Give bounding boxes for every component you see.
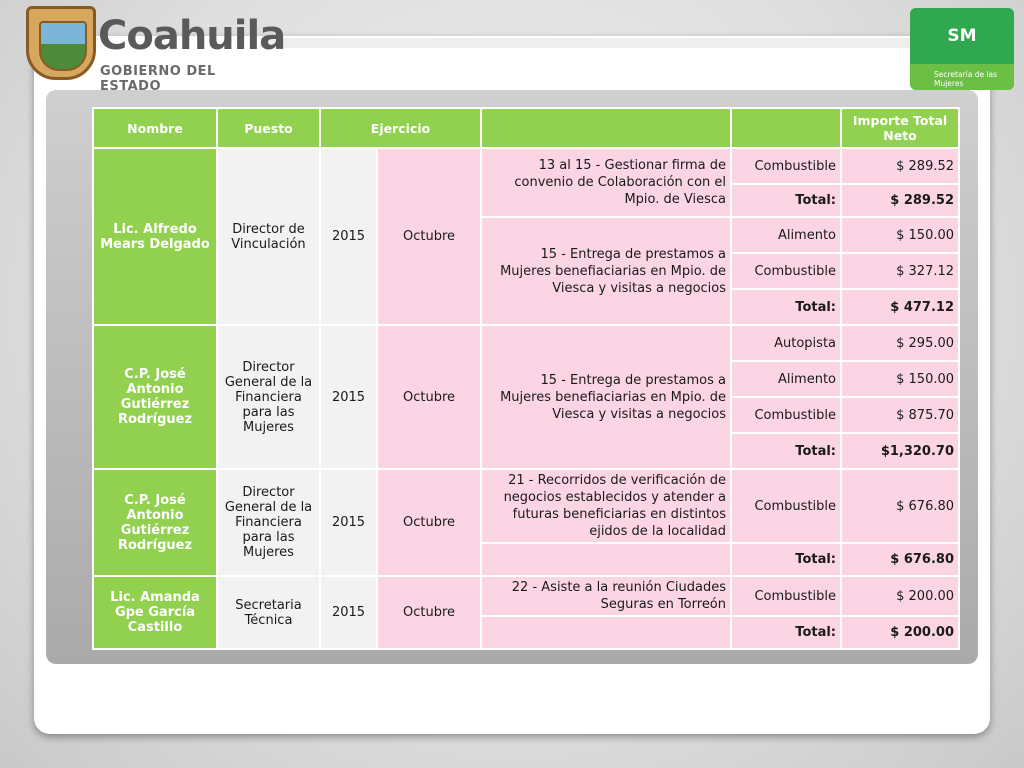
cell-description: 15 - Entrega de prestamos a Mujeres benefiaciarias en Mpio. de Viesca y visitas a negocios <box>481 325 731 469</box>
logo-wordmark: Coahuila <box>98 13 286 59</box>
cell-empty <box>481 543 731 576</box>
cell-description: 15 - Entrega de prestamos a Mujeres benefiaciarias en Mpio. de Viesca y visitas a negocios <box>481 217 731 325</box>
cell-amount: $ 289.52 <box>841 148 959 184</box>
cell-concept: Alimento <box>731 361 841 397</box>
table-row <box>93 576 959 616</box>
cell-year: 2015 <box>320 469 377 576</box>
table-header-row <box>93 108 959 148</box>
cell-concept: Combustible <box>731 469 841 543</box>
table-row <box>93 148 959 184</box>
logo-subtitle: GOBIERNO DEL ESTADO <box>100 64 216 94</box>
cell-total: $ 200.00 <box>841 616 959 649</box>
cell-total-label: Total: <box>731 433 841 469</box>
cell-amount: $ 295.00 <box>841 325 959 361</box>
cell-description: 21 - Recorridos de verificación de negocios establecidos y atender a futuras beneficiarias en distintos ejidos de la localidad <box>481 469 731 543</box>
cell-total-label: Total: <box>731 616 841 649</box>
sm-badge <box>910 8 1014 90</box>
cell-puesto: Secretaria Técnica <box>217 576 320 649</box>
cell-amount: $ 200.00 <box>841 576 959 616</box>
cell-description: 13 al 15 - Gestionar firma de convenio de Colaboración con el Mpio. de Viesca <box>481 148 731 217</box>
cell-amount: $ 875.70 <box>841 397 959 433</box>
header-blank-2 <box>731 108 841 148</box>
coahuila-logo <box>26 6 286 94</box>
cell-total: $ 477.12 <box>841 289 959 325</box>
cell-concept: Combustible <box>731 576 841 616</box>
header-puesto: Puesto <box>217 108 320 148</box>
cell-amount: $ 327.12 <box>841 253 959 289</box>
cell-amount: $ 150.00 <box>841 361 959 397</box>
cell-name: Lic. Alfredo Mears Delgado <box>93 148 217 325</box>
cell-concept: Combustible <box>731 253 841 289</box>
cell-total-label: Total: <box>731 543 841 576</box>
cell-concept: Combustible <box>731 148 841 184</box>
cell-amount: $ 150.00 <box>841 217 959 253</box>
cell-concept: Alimento <box>731 217 841 253</box>
cell-concept: Combustible <box>731 397 841 433</box>
top-banner <box>260 38 910 48</box>
cell-month: Octubre <box>377 576 481 649</box>
header-nombre: Nombre <box>93 108 217 148</box>
cell-year: 2015 <box>320 148 377 325</box>
cell-description: 22 - Asiste a la reunión Ciudades Seguras en Torreón <box>481 576 731 616</box>
cell-month: Octubre <box>377 469 481 576</box>
cell-total-label: Total: <box>731 184 841 217</box>
cell-empty <box>481 616 731 649</box>
cell-puesto: Director General de la Financiera para las Mujeres <box>217 469 320 576</box>
travel-expenses-table <box>92 107 960 650</box>
header-blank-1 <box>481 108 731 148</box>
cell-total: $ 289.52 <box>841 184 959 217</box>
table-row <box>93 325 959 361</box>
cell-concept: Autopista <box>731 325 841 361</box>
cell-month: Octubre <box>377 148 481 325</box>
cell-year: 2015 <box>320 576 377 649</box>
header-importe: Importe Total Neto <box>841 108 959 148</box>
cell-total-label: Total: <box>731 289 841 325</box>
coat-of-arms-icon <box>26 6 96 80</box>
badge-subtitle: Secretaría de las Mujeres <box>934 70 998 88</box>
cell-puesto: Director de Vinculación <box>217 148 320 325</box>
cell-month: Octubre <box>377 325 481 469</box>
table-row <box>93 469 959 543</box>
cell-puesto: Director General de la Financiera para las Mujeres <box>217 325 320 469</box>
cell-amount: $ 676.80 <box>841 469 959 543</box>
badge-title: SM <box>947 26 977 46</box>
header-ejercicio: Ejercicio <box>320 108 481 148</box>
cell-name: C.P. José Antonio Gutiérrez Rodríguez <box>93 469 217 576</box>
cell-total: $ 676.80 <box>841 543 959 576</box>
cell-year: 2015 <box>320 325 377 469</box>
cell-name: Lic. Amanda Gpe García Castillo <box>93 576 217 649</box>
cell-total: $1,320.70 <box>841 433 959 469</box>
cell-name: C.P. José Antonio Gutiérrez Rodríguez <box>93 325 217 469</box>
